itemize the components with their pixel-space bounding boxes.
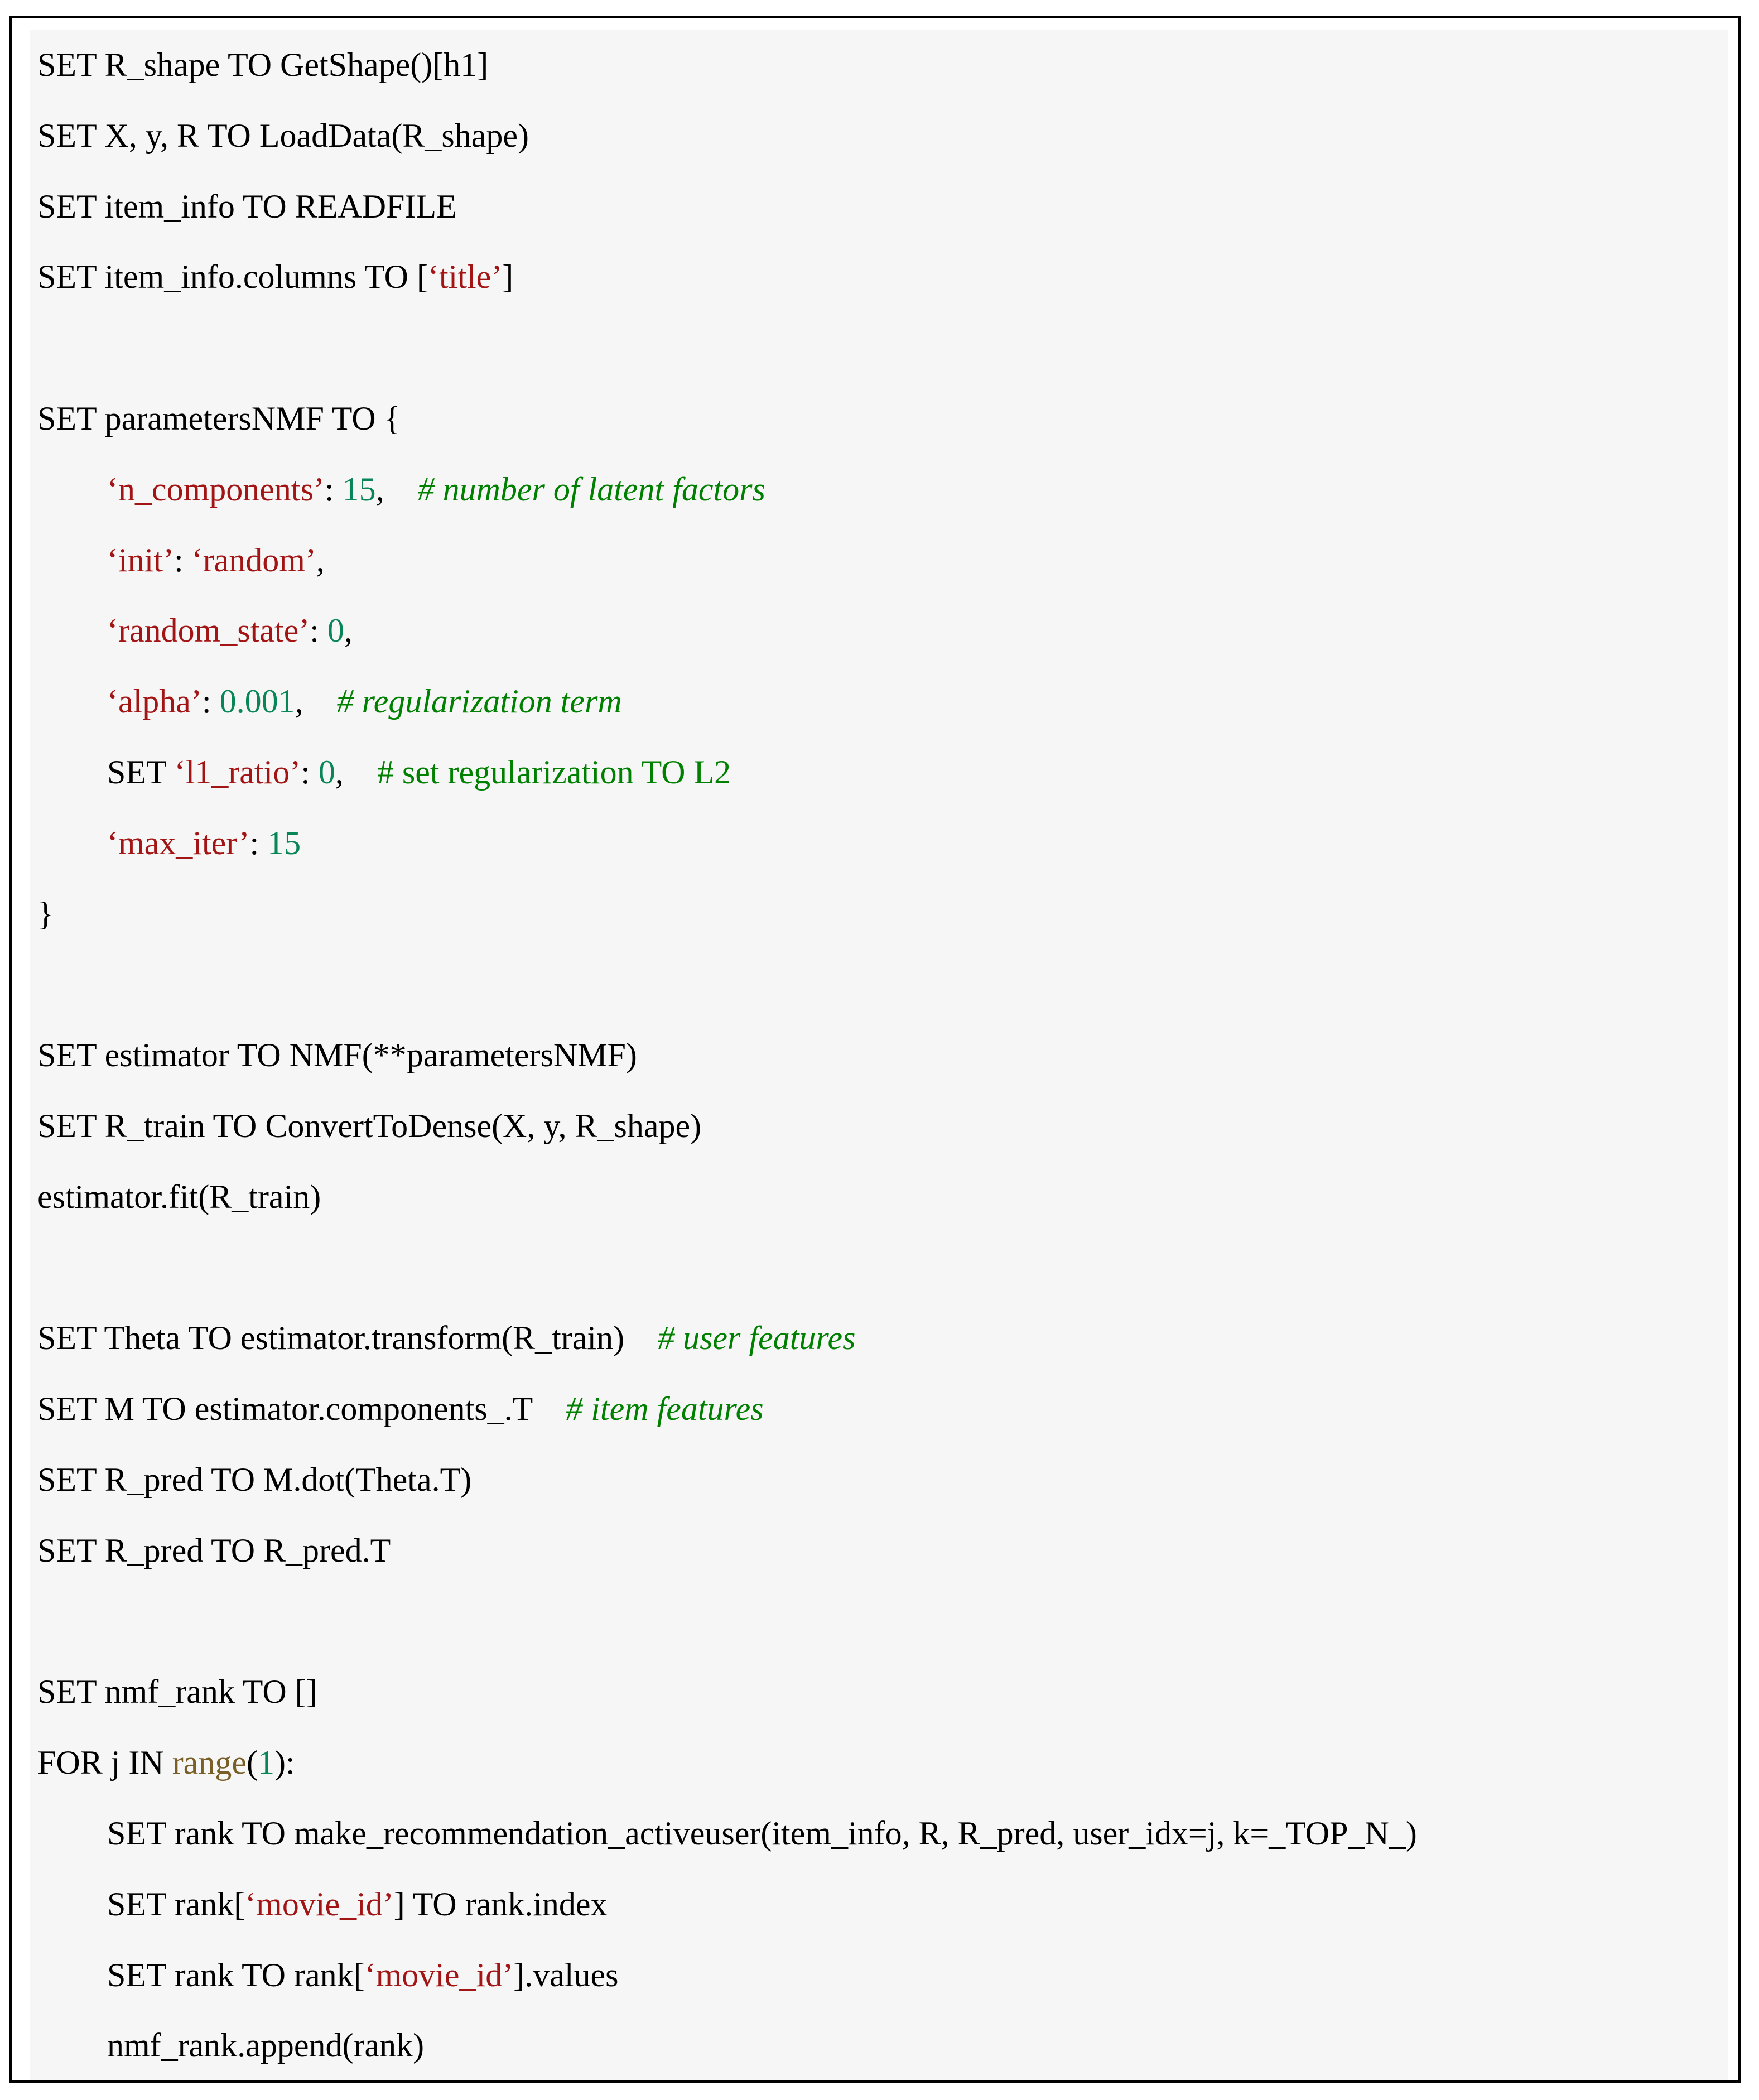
code-token-function: range [172, 1744, 247, 1781]
code-token-string: ‘movie_id’ [245, 1885, 394, 1923]
code-token-plain: ] [502, 258, 514, 296]
code-line [30, 1798, 1728, 1869]
code-token-plain: SET Theta TO estimator.transform(R_train) [37, 1319, 658, 1357]
code-line [30, 879, 1728, 950]
code-token-string: ‘alpha’ [107, 683, 202, 720]
code-token-plain: SET M TO estimator.components_.T [37, 1390, 566, 1428]
code-token-number: 0.001 [219, 683, 295, 720]
code-token-plain: SET parametersNMF TO { [37, 399, 401, 437]
code-token-plain: , [375, 470, 418, 508]
code-token-plain: ] TO rank.index [393, 1885, 608, 1923]
code-token-plain: SET item_info TO READFILE [37, 187, 457, 225]
blank-line [30, 1586, 1728, 1657]
code-token-plain: ( [246, 1744, 258, 1781]
code-token-plain: SET estimator TO NMF(**parametersNMF) [37, 1037, 637, 1074]
code-token-plain: ): [274, 1744, 295, 1781]
code-token-plain: , [344, 612, 353, 649]
code-line [30, 1727, 1728, 1798]
code-line [30, 1515, 1728, 1586]
code-token-plain: SET R_pred TO R_pred.T [37, 1531, 391, 1569]
code-token-plain: SET item_info.columns TO [ [37, 258, 428, 296]
code-token-string: ‘random_state’ [107, 612, 310, 649]
code-line [30, 1374, 1728, 1444]
code-token-number: 1 [257, 1744, 274, 1781]
code-line [30, 1020, 1728, 1091]
code-token-string: ‘random’ [191, 541, 316, 579]
code-token-plain: , [335, 753, 377, 791]
code-token-string: ‘n_components’ [107, 470, 325, 508]
code-token-number: 0 [327, 612, 344, 649]
code-token-plain: : [324, 470, 343, 508]
code-line [30, 1303, 1728, 1374]
code-token-plain: SET nmf_rank TO [] [37, 1673, 317, 1711]
code-token-plain: ].values [513, 1956, 619, 1993]
code-line [30, 100, 1728, 171]
code-line [30, 595, 1728, 666]
code-line [30, 30, 1728, 100]
code-token-plain: : [301, 753, 319, 791]
blank-line [30, 1232, 1728, 1303]
code-token-comment-italic: # item features [566, 1390, 764, 1428]
code-line [30, 1869, 1728, 1940]
code-line [30, 454, 1728, 525]
code-figure-frame [9, 16, 1741, 2083]
code-token-plain: , [295, 683, 337, 720]
code-line [30, 2010, 1728, 2081]
pseudocode-block [30, 30, 1728, 2080]
code-token-plain: SET X, y, R TO LoadData(R_shape) [37, 117, 529, 154]
code-token-comment: # set regularization TO L2 [377, 753, 731, 791]
code-token-plain: } [37, 895, 54, 932]
code-line [30, 1656, 1728, 1727]
code-token-number: 0 [318, 753, 335, 791]
code-token-plain: SET rank[ [107, 1885, 245, 1923]
code-token-plain: nmf_rank.append(rank) [107, 2027, 425, 2064]
code-token-plain: SET rank TO make_recommendation_activeuser(item_info, R, R_pred, user_idx=j, k=_TOP_N_) [107, 1814, 1417, 1852]
code-token-plain: : [310, 612, 327, 649]
code-line [30, 242, 1728, 312]
code-token-plain: : [174, 541, 192, 579]
code-line [30, 171, 1728, 242]
code-token-plain: , [316, 541, 325, 579]
blank-line [30, 949, 1728, 1020]
code-token-string: ‘init’ [107, 541, 174, 579]
code-token-plain: FOR j IN [37, 1744, 172, 1781]
code-token-plain: SET rank TO rank[ [107, 1956, 365, 1993]
code-token-string: ‘max_iter’ [107, 824, 250, 861]
code-line [30, 808, 1728, 879]
code-token-string: ‘l1_ratio’ [174, 753, 301, 791]
blank-line [30, 312, 1728, 383]
code-token-plain: estimator.fit(R_train) [37, 1178, 321, 1215]
code-token-comment-italic: # regularization term [336, 683, 622, 720]
code-token-plain: SET R_pred TO M.dot(Theta.T) [37, 1461, 472, 1498]
code-token-string: ‘movie_id’ [364, 1956, 514, 1993]
code-line [30, 525, 1728, 596]
code-token-plain: SET R_train TO ConvertToDense(X, y, R_shape) [37, 1107, 702, 1144]
code-token-plain: SET R_shape TO GetShape()[h1] [37, 46, 489, 83]
code-line [30, 383, 1728, 454]
code-token-string: ‘title’ [428, 258, 503, 296]
code-line [30, 666, 1728, 737]
code-line [30, 1162, 1728, 1232]
code-line [30, 1940, 1728, 2011]
code-token-plain: : [201, 683, 220, 720]
code-line [30, 1444, 1728, 1515]
code-token-comment-italic: # number of latent factors [417, 470, 765, 508]
code-line [30, 737, 1728, 808]
code-token-comment-italic: # user features [658, 1319, 856, 1357]
code-line [30, 1091, 1728, 1162]
code-token-plain: : [249, 824, 268, 861]
code-token-number: 15 [342, 470, 376, 508]
code-token-number: 15 [267, 824, 301, 861]
code-token-plain: SET [107, 753, 175, 791]
